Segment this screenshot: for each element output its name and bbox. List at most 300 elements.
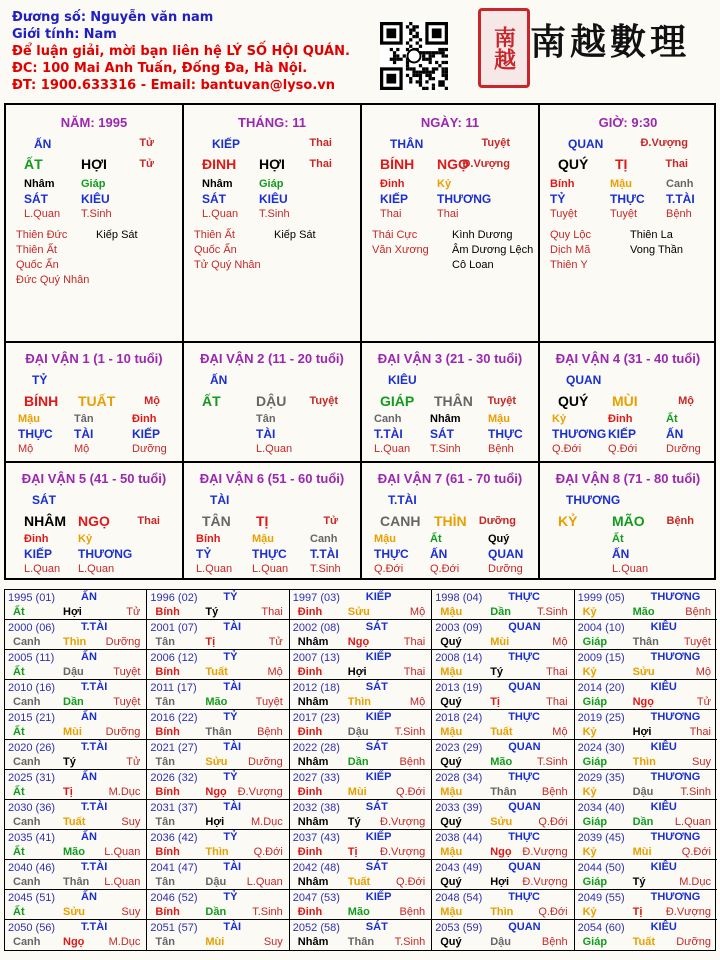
year-stem: Quý	[440, 816, 462, 828]
dai-van-stage: Tuyệt	[309, 395, 338, 407]
year-star: TÀI	[223, 921, 242, 933]
year-stage: Mộ	[552, 636, 568, 648]
year-stage: M.Dục	[108, 786, 141, 798]
dai-van-8	[540, 463, 716, 580]
year-stem: Đinh	[297, 606, 323, 618]
pillar-2	[184, 105, 362, 343]
year-cell	[290, 920, 432, 950]
year-stage: Bệnh	[399, 756, 426, 768]
year-branch: Thìn	[490, 906, 514, 918]
year-stage: T.Sinh	[537, 606, 568, 618]
pillar-branch: NGỌ	[437, 156, 469, 172]
hidden-stem: Kỷ	[437, 178, 452, 190]
hidden-star: ẤN	[666, 427, 684, 441]
pillar-3	[362, 105, 540, 343]
year-branch: Mùi	[63, 726, 82, 738]
year-branch: Thân	[490, 786, 517, 798]
dai-van-stage: Tử	[323, 515, 338, 527]
year-star: THƯƠNG	[650, 651, 701, 663]
year-branch: Dần	[632, 816, 654, 828]
hidden-star: KIÊU	[81, 192, 110, 206]
year-label: 2002 (08)	[292, 622, 340, 634]
hidden-stage: T.Sinh	[259, 208, 290, 220]
pillar-1	[6, 105, 184, 343]
year-stage: Bệnh	[685, 606, 711, 618]
year-star: KIÊU	[650, 861, 677, 873]
hidden-stage: Thai	[437, 208, 459, 220]
year-stem: Tân	[155, 876, 175, 888]
year-branch: Dậu	[490, 936, 511, 948]
year-stage: Bệnh	[257, 726, 283, 738]
year-label: 2047 (53)	[292, 892, 340, 904]
year-star: T.TÀI	[81, 921, 108, 933]
year-stage: Tuyệt	[113, 696, 141, 708]
dai-van-branch: TUẤT	[78, 393, 116, 409]
special-star: Tử Quý Nhân	[194, 259, 261, 271]
year-stage: Tử	[268, 636, 283, 648]
year-stem: Tân	[155, 756, 175, 768]
year-label: 2039 (45)	[577, 832, 625, 844]
hidden-star: KIẾP	[608, 427, 637, 441]
hidden-stem: Quý	[488, 533, 510, 545]
year-star: TỶ	[223, 711, 238, 723]
pillar-stage: Thai	[665, 158, 688, 170]
gender-value: Nam	[83, 27, 117, 42]
year-branch: Mão	[490, 756, 513, 768]
special-star: Đức Quý Nhân	[16, 274, 90, 286]
special-star: Kình Dương	[452, 229, 513, 241]
year-branch: Ngọ	[63, 936, 85, 948]
year-stem: Kỷ	[582, 606, 597, 618]
year-stem: Nhâm	[297, 756, 329, 768]
year-cell	[432, 590, 574, 620]
hidden-stem: Mậu	[610, 178, 632, 190]
year-branch: Hợi	[632, 726, 652, 738]
hidden-stage: T.Sinh	[430, 443, 461, 455]
year-branch: Thìn	[347, 696, 372, 708]
year-branch: Dậu	[347, 726, 369, 738]
year-stage: T.Sinh	[394, 726, 426, 738]
dai-van-stage: Tuyệt	[487, 395, 516, 407]
year-cell	[575, 860, 717, 890]
year-star: TÀI	[223, 681, 242, 693]
year-branch: Thân	[632, 636, 659, 648]
year-branch: Mão	[63, 846, 85, 858]
dai-van-title: ĐẠI VẬN 1 (1 - 10 tuổi)	[25, 351, 163, 366]
owner-label: Đương số:	[12, 10, 87, 25]
pillar-stem: ĐINH	[202, 156, 237, 172]
year-star: THỰC	[508, 651, 540, 663]
hidden-stem: Tân	[74, 413, 94, 425]
special-star: Quốc Ấn	[194, 244, 237, 256]
year-branch: Dậu	[632, 786, 654, 798]
year-stage: Đ.Vượng	[380, 816, 426, 828]
year-stage: Tử	[126, 756, 141, 768]
year-cell	[575, 740, 717, 770]
hidden-star: TÀI	[74, 427, 94, 441]
year-stem: Ất	[13, 666, 25, 678]
year-stem: Ất	[13, 786, 25, 798]
year-stem: Nhâm	[297, 936, 329, 948]
year-cell	[290, 800, 432, 830]
year-stage: L.Quan	[246, 876, 283, 888]
year-stem: Bính	[155, 666, 180, 678]
year-branch: Ngọ	[632, 696, 654, 708]
year-star: TÀI	[223, 801, 242, 813]
year-cell	[290, 860, 432, 890]
year-branch: Dần	[205, 906, 227, 918]
year-branch: Dậu	[63, 666, 84, 678]
year-cell	[147, 770, 289, 800]
year-cell	[290, 830, 432, 860]
phone-email-line: ĐT: 1900.633316 - Email: bantuvan@lyso.vn	[12, 78, 336, 93]
dai-van-star: QUAN	[566, 373, 602, 387]
year-label: 2011 (17)	[150, 682, 197, 694]
year-cell	[432, 800, 574, 830]
pillar-branch: TỊ	[615, 156, 628, 172]
hidden-stage: Tuyệt	[550, 208, 578, 220]
year-stage: Q.Đới	[681, 846, 711, 858]
year-stem: Quý	[440, 876, 462, 888]
year-star: THƯƠNG	[650, 711, 701, 723]
year-cell	[5, 830, 147, 860]
year-stage: M.Dục	[108, 936, 141, 948]
dai-van-7	[362, 463, 540, 580]
year-branch: Thân	[347, 936, 375, 948]
year-branch: Tị	[490, 696, 500, 708]
year-stage: Bệnh	[399, 906, 426, 918]
year-stage: Mộ	[409, 696, 426, 708]
year-label: 2033 (39)	[435, 802, 483, 814]
hidden-stem: Ất	[612, 533, 624, 545]
dai-van-star: TÀI	[210, 493, 230, 507]
hidden-stage: Q.Đới	[552, 443, 582, 455]
year-stage: Bệnh	[541, 936, 568, 948]
year-star: KIÊU	[650, 921, 677, 933]
hidden-stem: Nhâm	[430, 413, 461, 425]
hidden-stage: Dưỡng	[666, 443, 701, 455]
year-star: QUAN	[508, 861, 541, 873]
year-star: QUAN	[508, 681, 541, 693]
year-star: SÁT	[365, 921, 388, 933]
special-star: Thiên La	[630, 229, 673, 241]
year-branch: Tị	[63, 786, 73, 798]
year-branch: Thân	[205, 726, 232, 738]
pillar-4	[540, 105, 716, 343]
hidden-star: THƯƠNG	[552, 427, 607, 441]
pillar-title: NĂM: 1995	[60, 115, 128, 130]
year-star: TỶ	[223, 891, 238, 903]
year-stem: Tân	[155, 936, 175, 948]
year-label: 1999 (05)	[577, 592, 625, 604]
year-stage: Q.Đới	[253, 846, 283, 858]
year-label: 2019 (25)	[577, 712, 625, 724]
year-stem: Nhâm	[297, 636, 329, 648]
special-star: Quốc Ấn	[16, 259, 59, 271]
year-cell	[290, 650, 432, 680]
hidden-stem: Giáp	[259, 178, 284, 190]
year-stem: Canh	[13, 816, 41, 828]
year-star: KIÊU	[650, 681, 677, 693]
year-stem: Nhâm	[297, 696, 329, 708]
year-star: SÁT	[365, 801, 388, 813]
year-star: QUAN	[508, 801, 541, 813]
pillar-stage: Thai	[309, 158, 332, 170]
year-branch: Dần	[63, 696, 84, 708]
year-cell	[290, 740, 432, 770]
hidden-stage: L.Quan	[256, 443, 293, 455]
hidden-stem: Nhâm	[202, 178, 233, 190]
year-stage: M.Dục	[251, 816, 283, 828]
hidden-star: THỰC	[252, 547, 287, 561]
year-branch: Tị	[205, 636, 216, 648]
year-label: 2026 (32)	[150, 772, 198, 784]
year-cell	[147, 830, 289, 860]
year-branch: Hợi	[490, 876, 510, 888]
year-star: SÁT	[365, 621, 388, 633]
year-star: KIÊU	[650, 741, 677, 753]
year-label: 2001 (07)	[150, 622, 198, 634]
year-label: 2048 (54)	[435, 892, 483, 904]
year-star: KIÊU	[650, 801, 677, 813]
year-star: ẤN	[81, 831, 97, 843]
year-branch: Dậu	[205, 876, 227, 888]
special-star: Thái Cực	[372, 229, 418, 241]
year-stage: Q.Đới	[538, 816, 568, 828]
year-stage: Suy	[121, 906, 141, 918]
year-stem: Canh	[13, 756, 41, 768]
special-star: Cô Loan	[452, 259, 494, 271]
year-branch: Ngọ	[490, 846, 512, 858]
year-cell	[290, 770, 432, 800]
year-stage: Đ.Vượng	[665, 906, 711, 918]
dai-van-4	[540, 343, 716, 463]
gender-label: Giới tính:	[12, 27, 80, 42]
hidden-star: T.TÀI	[666, 192, 695, 206]
year-label: 2035 (41)	[8, 832, 56, 844]
hidden-stage: Tuyệt	[610, 208, 638, 220]
year-branch: Sửu	[205, 756, 228, 768]
hidden-stage: Dưỡng	[132, 443, 167, 455]
year-branch: Sửu	[490, 816, 513, 828]
contact-line: Để luận giải, mời bạn liên hệ LÝ SỐ HỘI QUÁN.	[12, 44, 350, 59]
hidden-stage: L.Quan	[252, 563, 289, 575]
year-branch: Thân	[63, 876, 90, 888]
hidden-star: SÁT	[430, 427, 454, 441]
year-cell	[5, 650, 147, 680]
pillar-top-stage: Đ.Vượng	[640, 137, 688, 149]
hidden-stage: T.Sinh	[81, 208, 112, 220]
year-label: 1996 (02)	[150, 592, 198, 604]
year-stage: Thai	[403, 666, 426, 678]
year-star: KIẾP	[365, 711, 392, 723]
year-branch: Mão	[347, 906, 370, 918]
year-stage: Mộ	[267, 666, 283, 678]
year-star: KIẾP	[365, 651, 392, 663]
year-stem: Đinh	[297, 666, 323, 678]
year-stem: Kỷ	[582, 906, 597, 918]
hidden-star: THỰC	[18, 427, 53, 441]
hidden-stem: Mậu	[18, 413, 40, 425]
year-star: TÀI	[223, 621, 242, 633]
hidden-star: TÀI	[256, 427, 276, 441]
year-label: 2000 (06)	[8, 622, 56, 634]
special-star: Quy Lộc	[550, 229, 591, 241]
year-star: T.TÀI	[81, 681, 108, 693]
hidden-stage: Q.Đới	[374, 563, 404, 575]
year-stem: Ất	[13, 606, 25, 618]
year-stage: Thai	[546, 696, 568, 708]
year-stage: Suy	[121, 816, 141, 828]
dai-van-stem: NHÂM	[24, 513, 66, 529]
special-star: Thiên Đức	[16, 229, 68, 241]
year-star: THỰC	[508, 771, 540, 783]
dai-van-title: ĐẠI VẬN 8 (71 - 80 tuổi)	[555, 471, 701, 486]
hidden-stem: Bính	[196, 533, 221, 545]
year-label: 2005 (11)	[8, 652, 55, 664]
year-stem: Đinh	[297, 726, 323, 738]
year-stem: Giáp	[582, 936, 608, 948]
year-stage: Bệnh	[541, 786, 568, 798]
year-stem: Nhâm	[297, 876, 329, 888]
hidden-star: KIÊU	[259, 192, 288, 206]
year-cell	[5, 680, 147, 710]
year-star: THƯƠNG	[650, 831, 701, 843]
year-star: THỰC	[508, 591, 540, 603]
year-label: 2015 (21)	[8, 712, 56, 724]
dai-van-stem: GIÁP	[380, 393, 415, 409]
year-star: T.TÀI	[81, 741, 108, 753]
hidden-star: SÁT	[24, 192, 48, 206]
dai-van-stem: QUÝ	[558, 393, 589, 409]
year-cell	[575, 800, 717, 830]
year-stem: Ất	[13, 906, 25, 918]
dai-van-title: ĐẠI VẬN 4 (31 - 40 tuổi)	[555, 351, 701, 366]
red-seal-logo: 南越	[478, 8, 530, 88]
year-cell	[290, 890, 432, 920]
pillar-stage: Tử	[139, 158, 154, 170]
year-label: 2050 (56)	[8, 922, 56, 934]
year-star: THỰC	[508, 891, 540, 903]
year-label: 2018 (24)	[435, 712, 483, 724]
year-star: T.TÀI	[81, 621, 108, 633]
dai-van-branch: THÂN	[434, 393, 473, 409]
year-label: 2020 (26)	[8, 742, 56, 754]
year-label: 2038 (44)	[435, 832, 483, 844]
year-cell	[432, 770, 574, 800]
year-stem: Canh	[13, 636, 41, 648]
year-star: SÁT	[365, 861, 388, 873]
year-stage: Tuyệt	[113, 666, 141, 678]
year-branch: Tuất	[347, 876, 371, 888]
dai-van-2	[184, 343, 362, 463]
special-star: Kiếp Sát	[274, 229, 316, 241]
year-star: TÀI	[223, 741, 242, 753]
year-label: 2009 (15)	[577, 652, 625, 664]
year-branch: Mão	[632, 606, 655, 618]
year-stem: Mậu	[440, 726, 463, 738]
hidden-stem: Canh	[666, 178, 694, 190]
year-stem: Kỷ	[582, 726, 597, 738]
year-cell	[5, 860, 147, 890]
pillar-top-stage: Tử	[139, 137, 154, 149]
year-stage: Đ.Vượng	[522, 846, 568, 858]
year-label: 2013 (19)	[435, 682, 483, 694]
hidden-stem: Giáp	[81, 178, 106, 190]
year-cell	[290, 680, 432, 710]
year-cell	[290, 710, 432, 740]
year-stage: Đ.Vượng	[380, 846, 426, 858]
year-star: KIẾP	[365, 891, 392, 903]
year-star: KIẾP	[365, 591, 392, 603]
year-cell	[575, 890, 717, 920]
year-cell	[147, 890, 289, 920]
pillar-top-stage: Tuyệt	[481, 137, 510, 149]
year-stem: Bính	[155, 846, 180, 858]
year-label: 2003 (09)	[435, 622, 483, 634]
year-stem: Bính	[155, 786, 180, 798]
year-stem: Đinh	[297, 786, 323, 798]
special-star: Dịch Mã	[550, 244, 591, 256]
year-stage: Q.Đới	[395, 876, 426, 888]
year-cell	[147, 800, 289, 830]
year-stem: Đinh	[297, 846, 323, 858]
year-stage: Mộ	[409, 606, 426, 618]
year-label: 2032 (38)	[292, 802, 340, 814]
year-stem: Quý	[440, 756, 462, 768]
year-cell	[5, 590, 147, 620]
year-stage: Đ.Vượng	[237, 786, 283, 798]
year-cell	[5, 890, 147, 920]
year-stem: Kỷ	[582, 666, 597, 678]
year-stage: Mộ	[695, 666, 711, 678]
hidden-star: THƯƠNG	[78, 547, 133, 561]
year-label: 2014 (20)	[577, 682, 625, 694]
special-star: Vong Thần	[630, 244, 684, 256]
hidden-star: TỶ	[196, 547, 212, 561]
year-stem: Tân	[155, 636, 175, 648]
year-label: 2052 (58)	[292, 922, 340, 934]
year-branch: Tị	[347, 846, 358, 858]
year-label: 2054 (60)	[577, 922, 625, 934]
year-cell	[575, 680, 717, 710]
year-cell	[147, 620, 289, 650]
dai-van-stage: Thai	[137, 515, 160, 527]
year-star: SÁT	[365, 741, 388, 753]
year-star: THƯƠNG	[650, 591, 701, 603]
hidden-star: TỶ	[550, 192, 566, 206]
dai-van-title: ĐẠI VẬN 6 (51 - 60 tuổi)	[199, 471, 345, 486]
year-branch: Thìn	[63, 636, 87, 648]
special-star: Kiếp Sát	[96, 229, 138, 241]
year-branch: Mùi	[632, 846, 652, 858]
dai-van-stage: Mộ	[678, 395, 694, 407]
year-stage: Đ.Vượng	[522, 876, 568, 888]
year-label: 2049 (55)	[577, 892, 625, 904]
year-star: TÀI	[223, 861, 242, 873]
year-cell	[432, 830, 574, 860]
hidden-star: KIẾP	[132, 427, 161, 441]
dai-van-title: ĐẠI VẬN 7 (61 - 70 tuổi)	[377, 471, 523, 486]
hidden-star: THỰC	[610, 192, 645, 206]
dai-van-stage: Bệnh	[666, 515, 694, 527]
year-label: 2031 (37)	[150, 802, 198, 814]
hidden-stem: Đinh	[132, 413, 157, 425]
hidden-stem: Đinh	[608, 413, 633, 425]
hidden-stage: T.Sinh	[310, 563, 341, 575]
year-star: T.TÀI	[81, 801, 108, 813]
hidden-stem: Mậu	[252, 533, 274, 545]
